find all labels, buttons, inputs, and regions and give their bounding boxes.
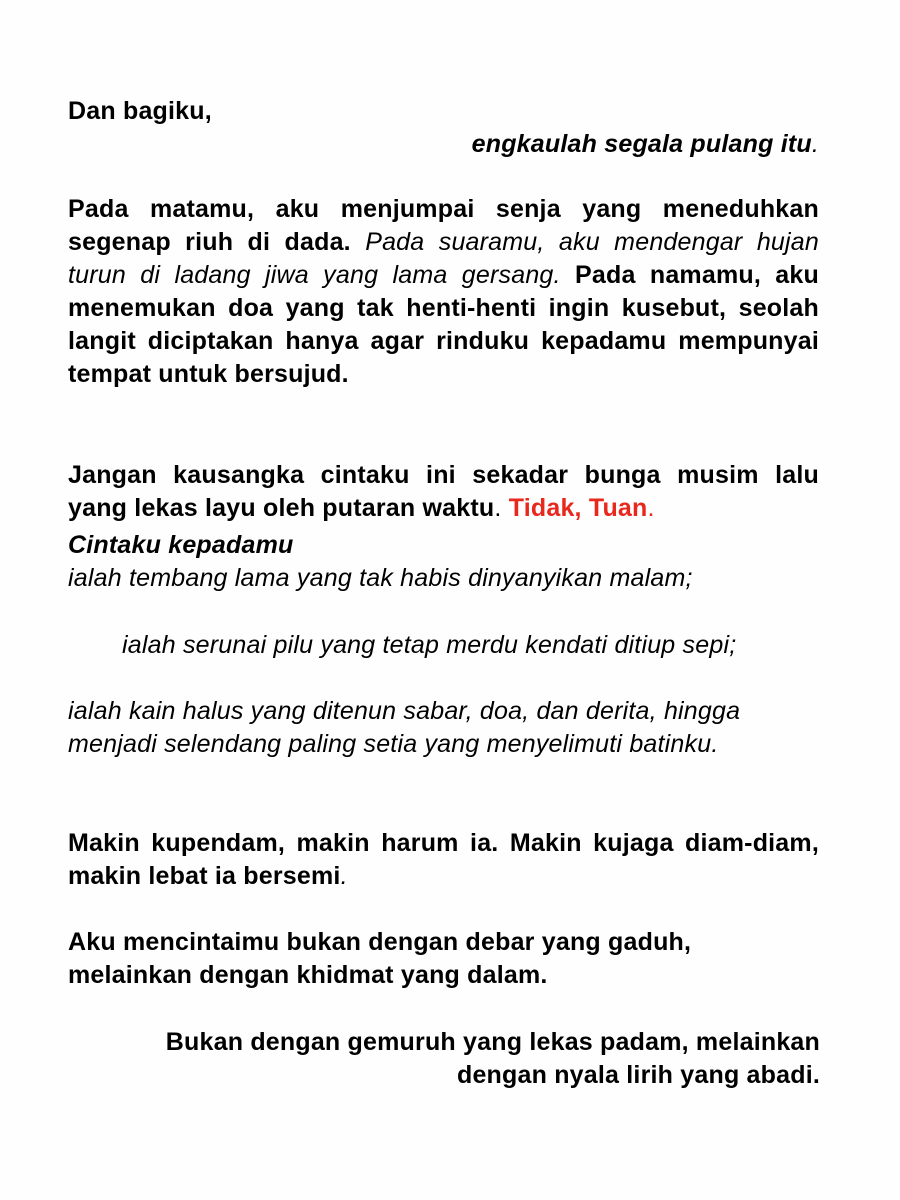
p3-bolditalic: Cintaku kepadamu (68, 531, 294, 559)
p8-line1: Bukan dengan gemuruh yang lekas padam, melainkan (165, 1028, 820, 1056)
paragraph-3b (68, 529, 819, 562)
p2-bold-1: Pada matamu, aku menjumpai senja yang meneduhkan segenap riuh di dada. (68, 195, 819, 256)
opening-text: Dan bagiku, (68, 97, 212, 125)
paragraph-opening-line2: engkaulah segala pulang itu. (471, 130, 819, 158)
p8-line2: dengan nyala lirih yang abadi. (456, 1061, 820, 1089)
p4-text: ialah serunai pilu yang tetap merdu kendati ditiup sepi; (122, 631, 737, 659)
paragraph-7 (68, 926, 819, 992)
paragraph-3: Jangan kausangka cintaku ini sekadar bunga musim lalu yang lekas layu oleh putaran waktu. Tidak, Tuan. (68, 461, 819, 522)
p6-text: Makin kupendam, makin harum ia. Makin kujaga diam-diam, makin lebat ia bersemi (68, 829, 819, 890)
p7-text: Aku mencintaimu bukan dengan debar yang gaduh, melainkan dengan khidmat yang dalam. (68, 928, 692, 989)
p3-line1: ialah tembang lama yang tak habis dinyanyikan malam; (68, 564, 693, 592)
p5-text: ialah kain halus yang ditenun sabar, doa, dan derita, hingga menjadi selendang paling setia yang menyelimuti batinku. (68, 697, 741, 758)
paragraph-8-line2 (60, 1059, 820, 1092)
paragraph-opening (68, 95, 819, 128)
paragraph-5 (68, 695, 828, 761)
p3-bold: Jangan kausangka cintaku ini sekadar bunga musim lalu yang lekas layu oleh putaran waktu (68, 461, 819, 522)
paragraph-8-line1 (60, 1026, 820, 1059)
p2-bold-2: Pada namamu, aku menemukan doa yang tak henti-henti ingin kusebut, seolah langit diciptakan hanya agar rinduku kepadamu mempunyai tempat untuk bersujud. (68, 261, 819, 388)
paragraph-4 (122, 629, 822, 662)
paragraph-3c (68, 562, 819, 595)
p2-italic: Pada suaramu, aku mendengar hujan turun di ladang jiwa yang lama gersang (68, 228, 819, 289)
paragraph-6: Makin kupendam, makin harum ia. Makin kujaga diam-diam, makin lebat ia bersemi. (68, 829, 819, 890)
opening-line2-text: engkaulah segala pulang itu (471, 130, 812, 158)
paragraph-2: Pada matamu, aku menjumpai senja yang meneduhkan segenap riuh di dada. Pada suaramu, aku mendengar hujan turun di ladang jiwa yang lama gersang. Pada namamu, aku menemukan doa yang tak henti-henti ingin kusebut, seolah langit diciptakan hanya agar rinduku kepadamu mempunyai tempat untuk bersujud. (68, 195, 819, 388)
p3-red-text: Tidak, Tuan (508, 494, 648, 522)
